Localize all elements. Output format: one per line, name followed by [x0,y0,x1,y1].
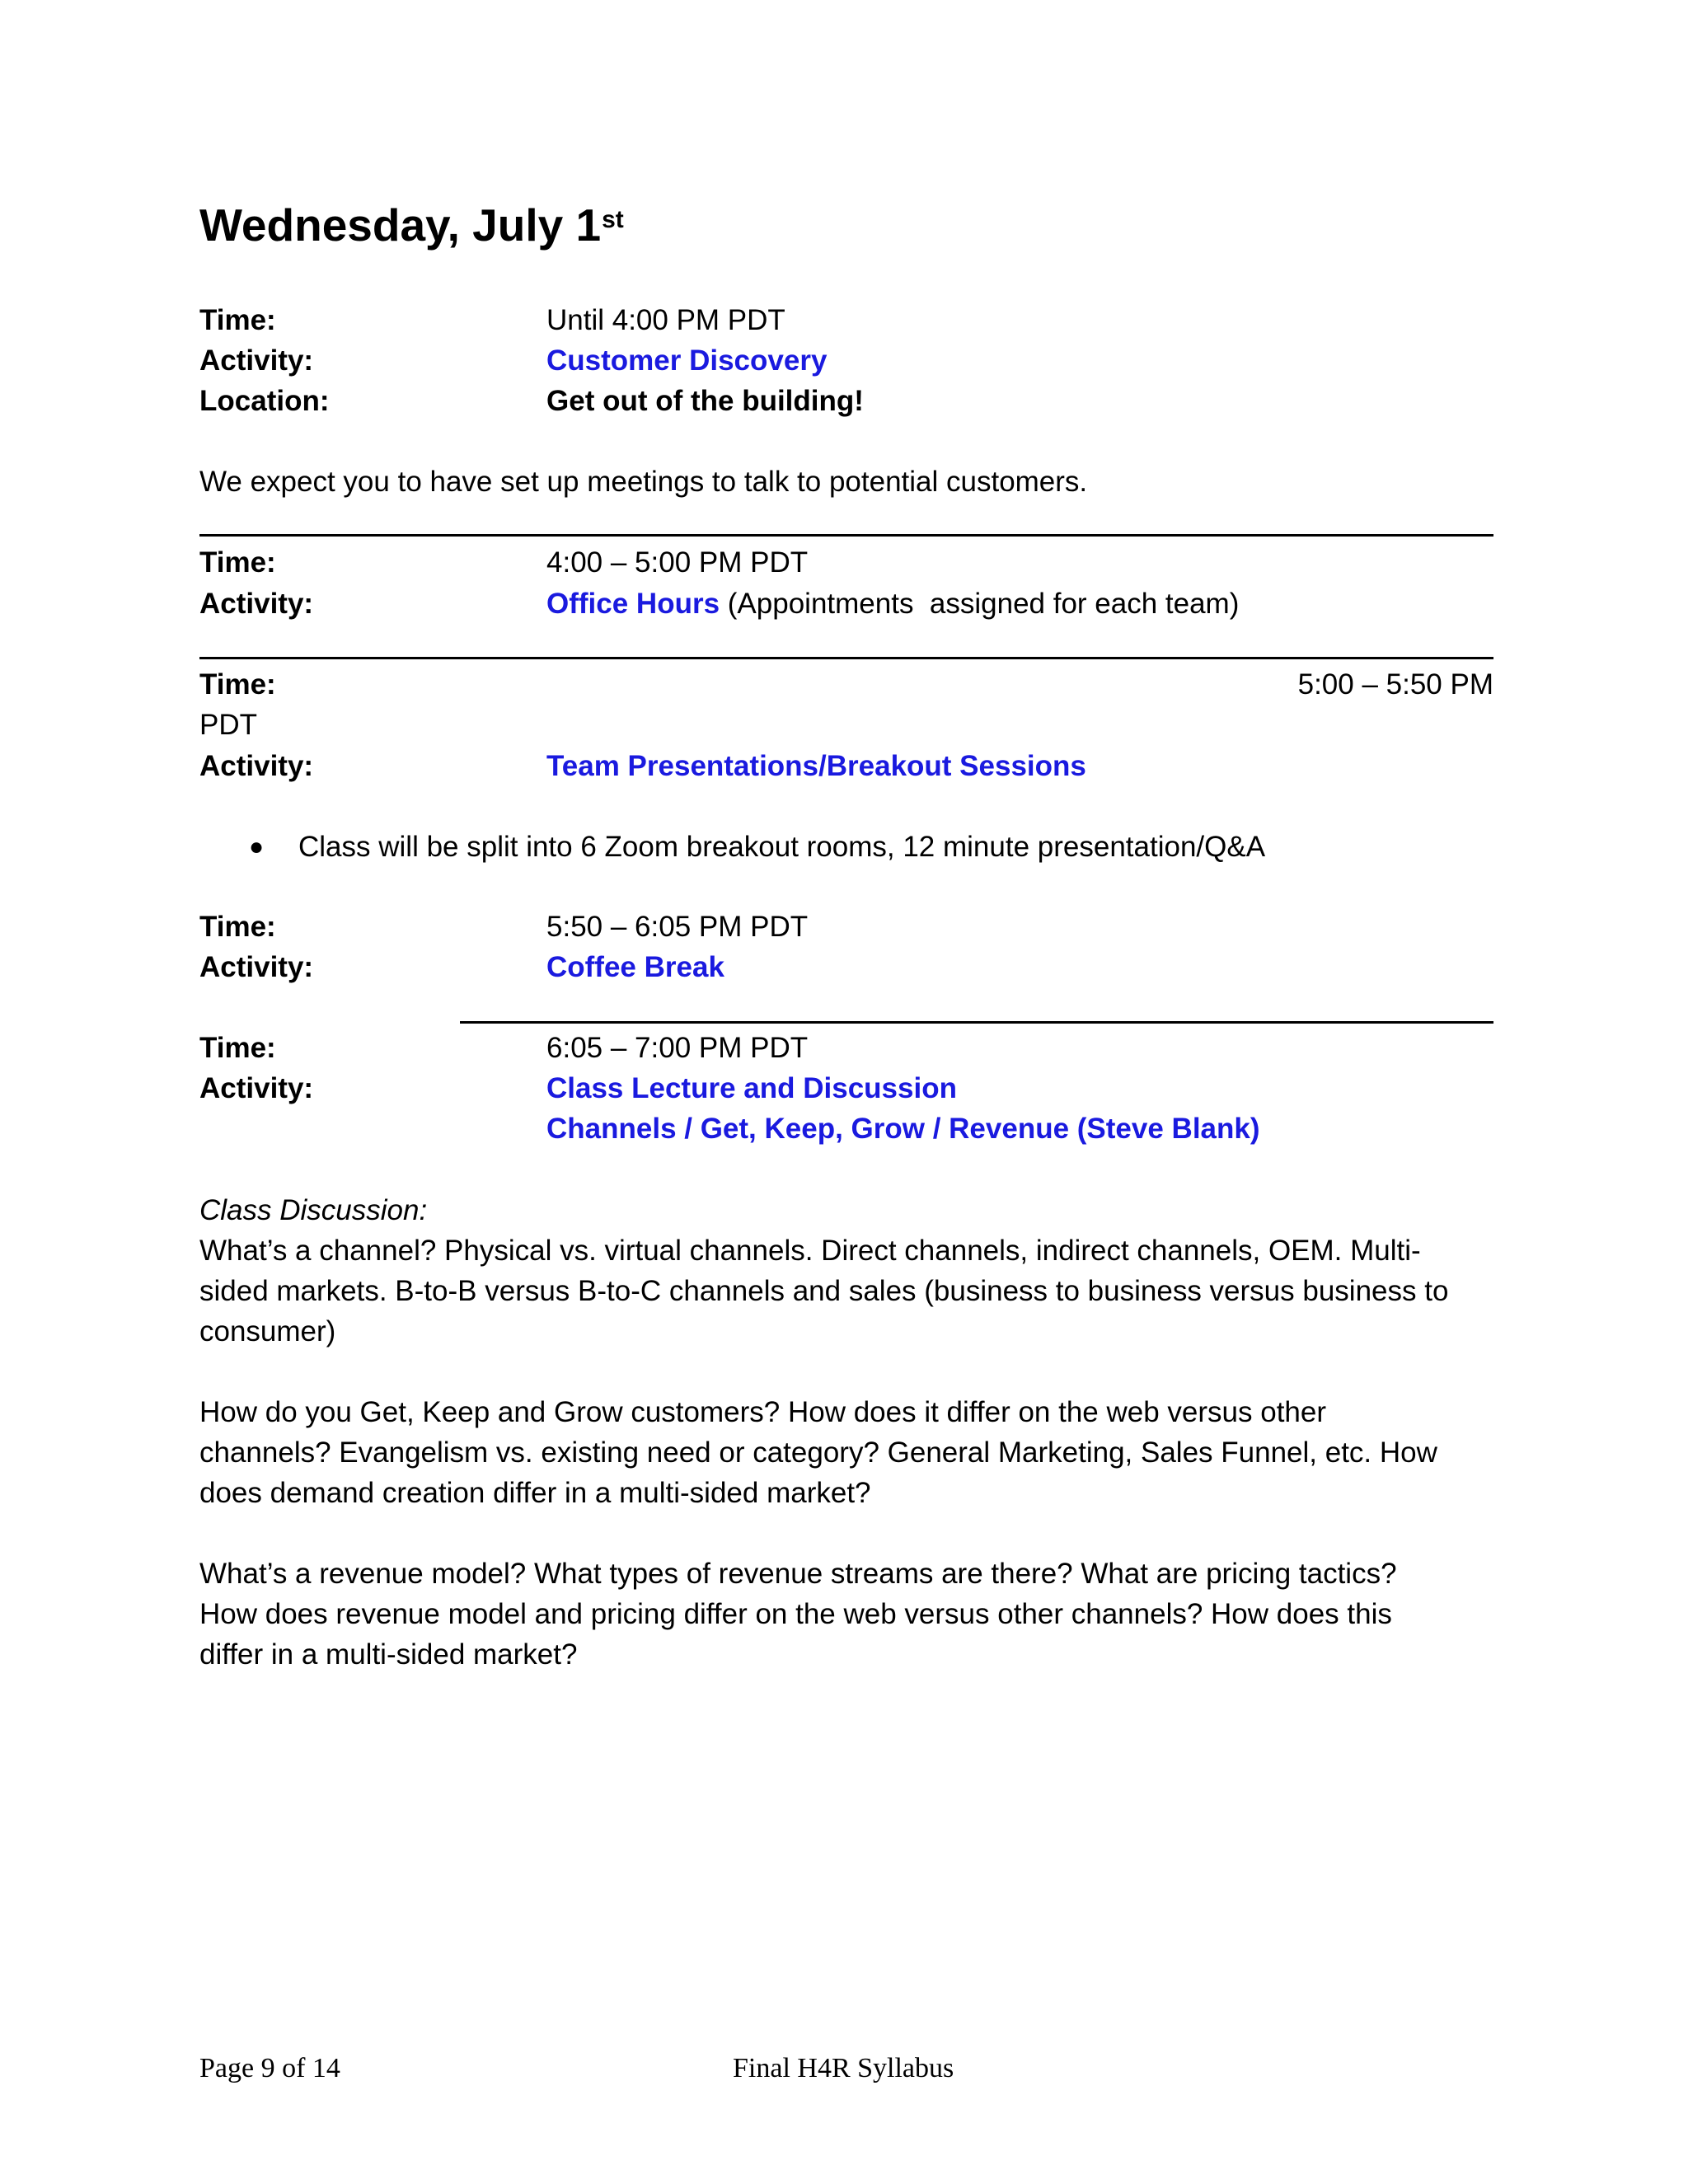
time-value: 6:05 – 7:00 PM PDT [546,1032,809,1064]
time-label: Time: [199,304,276,336]
time-label: Time: [199,911,276,943]
discussion-paragraph-line: How does revenue model and pricing differ on the web versus other channels? How does this [199,1598,1392,1630]
activity-office-hours [546,583,1239,624]
section-divider [460,1021,1493,1024]
activity-label: Activity: [199,1072,314,1104]
discussion-paragraph-line: sided markets. B-to-B versus B-to-C channels and sales (business to business versus business to [199,1275,1449,1307]
day-heading-suffix: st [602,206,624,233]
location-label: Location: [199,385,330,417]
time-label: Time: [199,668,276,701]
activity-lecture-topics: Channels / Get, Keep, Grow / Revenue (Steve Blank) [546,1113,1260,1145]
activity-label: Activity: [199,750,314,782]
document-title: Final H4R Syllabus [733,2053,954,2083]
time-value-wrap: PDT [199,709,257,741]
class-discussion-title: Class Discussion: [199,1194,428,1226]
time-value: 5:00 – 5:50 PM [1297,668,1493,701]
time-label: Time: [199,546,276,579]
section-divider [199,657,1493,659]
office-hours-note: (Appointments assigned for each team) [720,588,1240,620]
activity-customer-discovery: Customer Discovery [546,344,828,377]
time-value: 4:00 – 5:00 PM PDT [546,546,809,579]
discussion-paragraph-line: consumer) [199,1315,336,1347]
discussion-paragraph-line: What’s a channel? Physical vs. virtual channels. Direct channels, indirect channels, OEM. Multi- [199,1235,1421,1267]
time-label: Time: [199,1032,276,1064]
page-number: Page 9 of 14 [199,2053,340,2083]
discussion-paragraph-line: What’s a revenue model? What types of revenue streams are there? What are pricing tactics? [199,1558,1397,1590]
time-value: Until 4:00 PM PDT [546,304,785,336]
discussion-paragraph-line: differ in a multi-sided market? [199,1638,578,1671]
office-hours-title: Office Hours [546,588,720,620]
activity-team-presentations: Team Presentations/Breakout Sessions [546,750,1086,782]
section-divider [199,534,1493,537]
time-value: 5:50 – 6:05 PM PDT [546,911,809,943]
discussion-paragraph-line: How do you Get, Keep and Grow customers? How does it differ on the web versus other [199,1396,1326,1428]
activity-label: Activity: [199,588,314,620]
day-heading [199,196,624,254]
day-heading-text: Wednesday, July 1 [199,199,602,251]
discussion-paragraph-line: does demand creation differ in a multi-sided market? [199,1477,871,1509]
activity-label: Activity: [199,344,314,377]
activity-label: Activity: [199,951,314,983]
activity-class-lecture: Class Lecture and Discussion [546,1072,957,1104]
location-value: Get out of the building! [546,385,864,417]
customer-meetings-note: We expect you to have set up meetings to talk to potential customers. [199,466,1088,498]
bullet-dot-icon: ● [249,833,265,860]
activity-coffee-break: Coffee Break [546,951,724,983]
discussion-paragraph-line: channels? Evangelism vs. existing need or category? General Marketing, Sales Funnel, etc. How [199,1436,1437,1469]
breakout-rooms-bullet: Class will be split into 6 Zoom breakout rooms, 12 minute presentation/Q&A [298,831,1266,863]
